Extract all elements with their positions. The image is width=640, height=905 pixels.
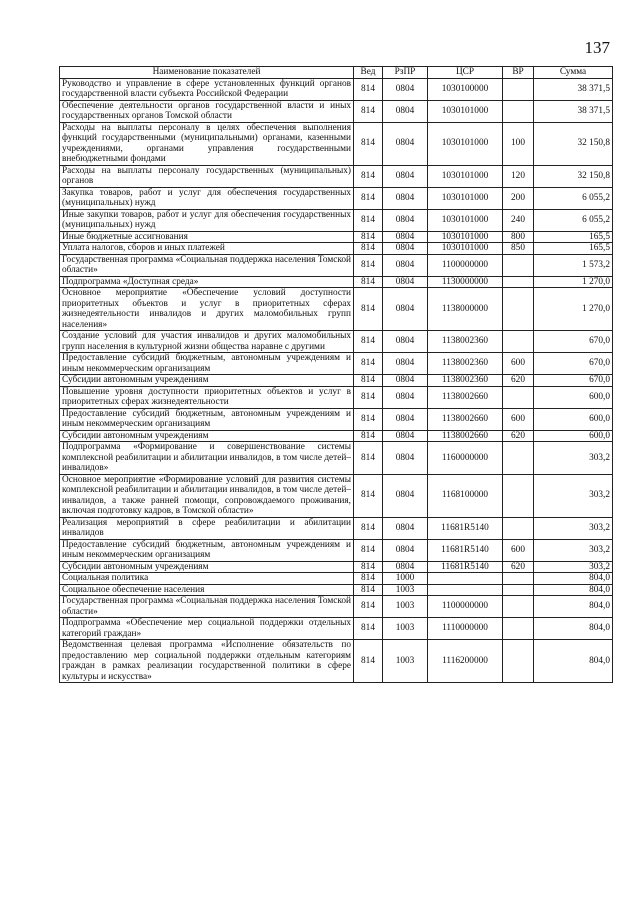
table-row	[60, 165, 613, 187]
row-vr-cell	[503, 618, 534, 640]
row-rzpr-cell: 0804	[383, 408, 428, 430]
row-vr-cell: 240	[503, 209, 534, 231]
row-sum-cell: 600,0	[534, 430, 613, 442]
row-rzpr-cell: 0804	[383, 442, 428, 475]
row-ved-cell: 814	[354, 276, 383, 288]
row-sum-cell: 32 150,8	[534, 122, 613, 165]
table-row	[60, 209, 613, 231]
row-sum-cell: 1 270,0	[534, 276, 613, 288]
row-ved-cell: 814	[354, 442, 383, 475]
header-csr: ЦСР	[428, 67, 503, 79]
row-vr-cell	[503, 596, 534, 618]
table-row	[60, 561, 613, 573]
header-rzpr: РзПР	[383, 67, 428, 79]
header-ved: Вед	[354, 67, 383, 79]
row-rzpr-cell: 0804	[383, 78, 428, 100]
row-ved-cell: 814	[354, 187, 383, 209]
row-ved-cell: 814	[354, 573, 383, 585]
row-ved-cell: 814	[354, 231, 383, 243]
row-name-cell: Социальное обеспечение населения	[60, 584, 354, 596]
row-sum-cell: 600,0	[534, 408, 613, 430]
table-row	[60, 375, 613, 387]
table-row	[60, 430, 613, 442]
row-vr-cell: 620	[503, 375, 534, 387]
row-sum-cell: 38 371,5	[534, 100, 613, 122]
row-rzpr-cell: 0804	[383, 243, 428, 255]
row-csr-cell: 1030101000	[428, 209, 503, 231]
table-body	[60, 78, 613, 683]
budget-table	[59, 66, 613, 683]
row-sum-cell: 1 573,2	[534, 254, 613, 276]
table-row	[60, 596, 613, 618]
row-ved-cell: 814	[354, 408, 383, 430]
row-rzpr-cell: 1003	[383, 618, 428, 640]
row-ved-cell: 814	[354, 561, 383, 573]
table-row	[60, 78, 613, 100]
row-ved-cell: 814	[354, 474, 383, 517]
row-csr-cell: 1030101000	[428, 165, 503, 187]
row-sum-cell: 165,5	[534, 243, 613, 255]
row-sum-cell: 165,5	[534, 231, 613, 243]
row-ved-cell: 814	[354, 517, 383, 539]
row-name-cell: Субсидии автономным учреждениям	[60, 375, 354, 387]
header-sum: Сумма	[534, 67, 613, 79]
table-row	[60, 243, 613, 255]
row-name-cell: Подпрограмма «Формирование и совершенствование системы комплексной реабилитации и абилитации инвалидов, в том числе детей–инвалидов»	[60, 442, 354, 475]
row-csr-cell: 1110000000	[428, 618, 503, 640]
row-ved-cell: 814	[354, 375, 383, 387]
row-rzpr-cell: 0804	[383, 122, 428, 165]
row-csr-cell: 11681R5140	[428, 561, 503, 573]
row-rzpr-cell: 0804	[383, 331, 428, 353]
row-rzpr-cell: 0804	[383, 517, 428, 539]
row-rzpr-cell: 0804	[383, 375, 428, 387]
row-sum-cell: 303,2	[534, 474, 613, 517]
row-sum-cell: 804,0	[534, 640, 613, 683]
row-rzpr-cell: 0804	[383, 165, 428, 187]
row-name-cell: Иные закупки товаров, работ и услуг для обеспечения государственных (муниципальных) нужд	[60, 209, 354, 231]
table-row	[60, 331, 613, 353]
row-ved-cell: 814	[354, 539, 383, 561]
row-name-cell: Подпрограмма «Доступная среда»	[60, 276, 354, 288]
row-csr-cell	[428, 573, 503, 585]
row-name-cell: Ведомственная целевая программа «Исполнение обязательств по предоставлению мер социальной поддержки отдельным категориям граждан в рамках реализации государственной политики в сфере культуры и искусства»	[60, 640, 354, 683]
row-rzpr-cell: 0804	[383, 187, 428, 209]
row-vr-cell: 620	[503, 430, 534, 442]
row-rzpr-cell: 0804	[383, 288, 428, 331]
row-csr-cell: 1138002660	[428, 430, 503, 442]
table-header-row	[60, 67, 613, 79]
row-rzpr-cell: 0804	[383, 386, 428, 408]
row-name-cell: Предоставление субсидий бюджетным, автономным учреждениям и иным некоммерческим организациям	[60, 539, 354, 561]
row-rzpr-cell: 0804	[383, 100, 428, 122]
table-row	[60, 408, 613, 430]
row-rzpr-cell: 1003	[383, 584, 428, 596]
row-ved-cell: 814	[354, 353, 383, 375]
row-ved-cell: 814	[354, 100, 383, 122]
table-row	[60, 100, 613, 122]
row-sum-cell: 303,2	[534, 561, 613, 573]
row-csr-cell: 1138002360	[428, 375, 503, 387]
table-row	[60, 517, 613, 539]
row-csr-cell: 1138002360	[428, 331, 503, 353]
row-csr-cell: 1138002360	[428, 353, 503, 375]
table-row	[60, 618, 613, 640]
row-name-cell: Реализация мероприятий в сфере реабилитации и абилитации инвалидов	[60, 517, 354, 539]
row-csr-cell: 1030100000	[428, 78, 503, 100]
row-name-cell: Подпрограмма «Обеспечение мер социальной поддержки отдельных категорий граждан»	[60, 618, 354, 640]
row-csr-cell: 1138002660	[428, 386, 503, 408]
row-vr-cell	[503, 100, 534, 122]
row-name-cell: Создание условий для участия инвалидов и других маломобильных групп населения в культурной жизни общества наравне с другими	[60, 331, 354, 353]
row-vr-cell: 850	[503, 243, 534, 255]
row-name-cell: Расходы на выплаты персоналу государственных (муниципальных) органов	[60, 165, 354, 187]
table-row	[60, 231, 613, 243]
row-csr-cell: 1030101000	[428, 122, 503, 165]
row-sum-cell: 804,0	[534, 584, 613, 596]
row-sum-cell: 303,2	[534, 517, 613, 539]
row-name-cell: Основное мероприятие «Обеспечение условий доступности приоритетных объектов и услуг в приоритетных сферах жизнедеятельности инвалидов и других маломобильных групп населения»	[60, 288, 354, 331]
row-rzpr-cell: 0804	[383, 561, 428, 573]
row-name-cell: Субсидии автономным учреждениям	[60, 430, 354, 442]
row-ved-cell: 814	[354, 122, 383, 165]
row-sum-cell: 38 371,5	[534, 78, 613, 100]
row-vr-cell	[503, 517, 534, 539]
row-vr-cell	[503, 474, 534, 517]
row-name-cell: Иные бюджетные ассигнования	[60, 231, 354, 243]
row-csr-cell: 1030101000	[428, 243, 503, 255]
row-vr-cell	[503, 640, 534, 683]
row-csr-cell: 11681R5140	[428, 539, 503, 561]
row-csr-cell: 1030101000	[428, 231, 503, 243]
header-name: Наименование показателей	[60, 67, 354, 79]
row-sum-cell: 804,0	[534, 618, 613, 640]
row-ved-cell: 814	[354, 165, 383, 187]
row-sum-cell: 804,0	[534, 596, 613, 618]
table-row	[60, 288, 613, 331]
row-rzpr-cell: 0804	[383, 254, 428, 276]
page-number: 137	[584, 38, 610, 57]
row-sum-cell: 670,0	[534, 375, 613, 387]
table-row	[60, 386, 613, 408]
row-ved-cell: 814	[354, 209, 383, 231]
row-sum-cell: 303,2	[534, 539, 613, 561]
row-sum-cell: 600,0	[534, 386, 613, 408]
row-name-cell: Субсидии автономным учреждениям	[60, 561, 354, 573]
row-csr-cell	[428, 584, 503, 596]
table-row	[60, 442, 613, 475]
row-ved-cell: 814	[354, 584, 383, 596]
row-name-cell: Предоставление субсидий бюджетным, автономным учреждениям и иным некоммерческим организациям	[60, 408, 354, 430]
table-row	[60, 276, 613, 288]
row-name-cell: Обеспечение деятельности органов государственной власти и иных государственных органов Томской области	[60, 100, 354, 122]
row-sum-cell: 670,0	[534, 331, 613, 353]
table-row	[60, 187, 613, 209]
row-csr-cell: 1130000000	[428, 276, 503, 288]
row-rzpr-cell: 0804	[383, 353, 428, 375]
row-vr-cell	[503, 254, 534, 276]
row-name-cell: Расходы на выплаты персоналу в целях обеспечения выполнения функций государственными (муниципальными) органами, казенными учреждениями, органами управления государственными внебюджетными фондами	[60, 122, 354, 165]
row-ved-cell: 814	[354, 331, 383, 353]
row-ved-cell: 814	[354, 386, 383, 408]
row-csr-cell: 1138000000	[428, 288, 503, 331]
row-rzpr-cell: 0804	[383, 430, 428, 442]
row-name-cell: Уплата налогов, сборов и иных платежей	[60, 243, 354, 255]
table-row	[60, 539, 613, 561]
row-csr-cell: 1100000000	[428, 254, 503, 276]
row-vr-cell: 800	[503, 231, 534, 243]
row-rzpr-cell: 0804	[383, 539, 428, 561]
row-ved-cell: 814	[354, 618, 383, 640]
row-csr-cell: 1138002660	[428, 408, 503, 430]
row-name-cell: Предоставление субсидий бюджетным, автономным учреждениям и иным некоммерческим организациям	[60, 353, 354, 375]
row-rzpr-cell: 0804	[383, 276, 428, 288]
row-rzpr-cell: 0804	[383, 231, 428, 243]
table-row	[60, 122, 613, 165]
row-vr-cell	[503, 288, 534, 331]
row-ved-cell: 814	[354, 254, 383, 276]
row-csr-cell: 1030101000	[428, 187, 503, 209]
row-sum-cell: 6 055,2	[534, 209, 613, 231]
table-row	[60, 474, 613, 517]
row-vr-cell: 100	[503, 122, 534, 165]
row-vr-cell	[503, 331, 534, 353]
row-sum-cell: 670,0	[534, 353, 613, 375]
row-vr-cell: 600	[503, 408, 534, 430]
row-vr-cell	[503, 78, 534, 100]
row-name-cell: Основное мероприятие «Формирование условий для развития системы комплексной реабилитации и абилитации инвалидов, в том числе детей–инвалидов, а также ранней помощи, сопровождаемого проживания, включая подготовку кадров, в Томской области»	[60, 474, 354, 517]
row-vr-cell	[503, 573, 534, 585]
row-csr-cell: 1160000000	[428, 442, 503, 475]
row-sum-cell: 32 150,8	[534, 165, 613, 187]
table-row	[60, 254, 613, 276]
row-vr-cell: 120	[503, 165, 534, 187]
row-vr-cell	[503, 276, 534, 288]
row-name-cell: Государственная программа «Социальная поддержка населения Томской области»	[60, 254, 354, 276]
row-vr-cell	[503, 442, 534, 475]
row-vr-cell: 620	[503, 561, 534, 573]
row-name-cell: Закупка товаров, работ и услуг для обеспечения государственных (муниципальных) нужд	[60, 187, 354, 209]
row-ved-cell: 814	[354, 596, 383, 618]
table-row	[60, 573, 613, 585]
row-rzpr-cell: 0804	[383, 474, 428, 517]
row-sum-cell: 303,2	[534, 442, 613, 475]
row-rzpr-cell: 1000	[383, 573, 428, 585]
table-row	[60, 353, 613, 375]
row-ved-cell: 814	[354, 640, 383, 683]
row-ved-cell: 814	[354, 430, 383, 442]
row-ved-cell: 814	[354, 288, 383, 331]
row-vr-cell	[503, 584, 534, 596]
row-vr-cell: 200	[503, 187, 534, 209]
row-csr-cell: 11681R5140	[428, 517, 503, 539]
row-csr-cell: 1030101000	[428, 100, 503, 122]
row-ved-cell: 814	[354, 243, 383, 255]
row-csr-cell: 1116200000	[428, 640, 503, 683]
row-rzpr-cell: 1003	[383, 640, 428, 683]
row-name-cell: Повышение уровня доступности приоритетных объектов и услуг в приоритетных сферах жизнедеятельности	[60, 386, 354, 408]
table-row	[60, 584, 613, 596]
row-sum-cell: 6 055,2	[534, 187, 613, 209]
row-vr-cell	[503, 386, 534, 408]
table-row	[60, 640, 613, 683]
row-sum-cell: 804,0	[534, 573, 613, 585]
row-name-cell: Руководство и управление в сфере установленных функций органов государственной власти субъекта Российской Федерации	[60, 78, 354, 100]
row-csr-cell: 1168100000	[428, 474, 503, 517]
row-vr-cell: 600	[503, 539, 534, 561]
row-ved-cell: 814	[354, 78, 383, 100]
row-vr-cell: 600	[503, 353, 534, 375]
row-rzpr-cell: 1003	[383, 596, 428, 618]
row-name-cell: Социальная политика	[60, 573, 354, 585]
row-name-cell: Государственная программа «Социальная поддержка населения Томской области»	[60, 596, 354, 618]
row-sum-cell: 1 270,0	[534, 288, 613, 331]
header-vr: ВР	[503, 67, 534, 79]
row-csr-cell: 1100000000	[428, 596, 503, 618]
row-rzpr-cell: 0804	[383, 209, 428, 231]
